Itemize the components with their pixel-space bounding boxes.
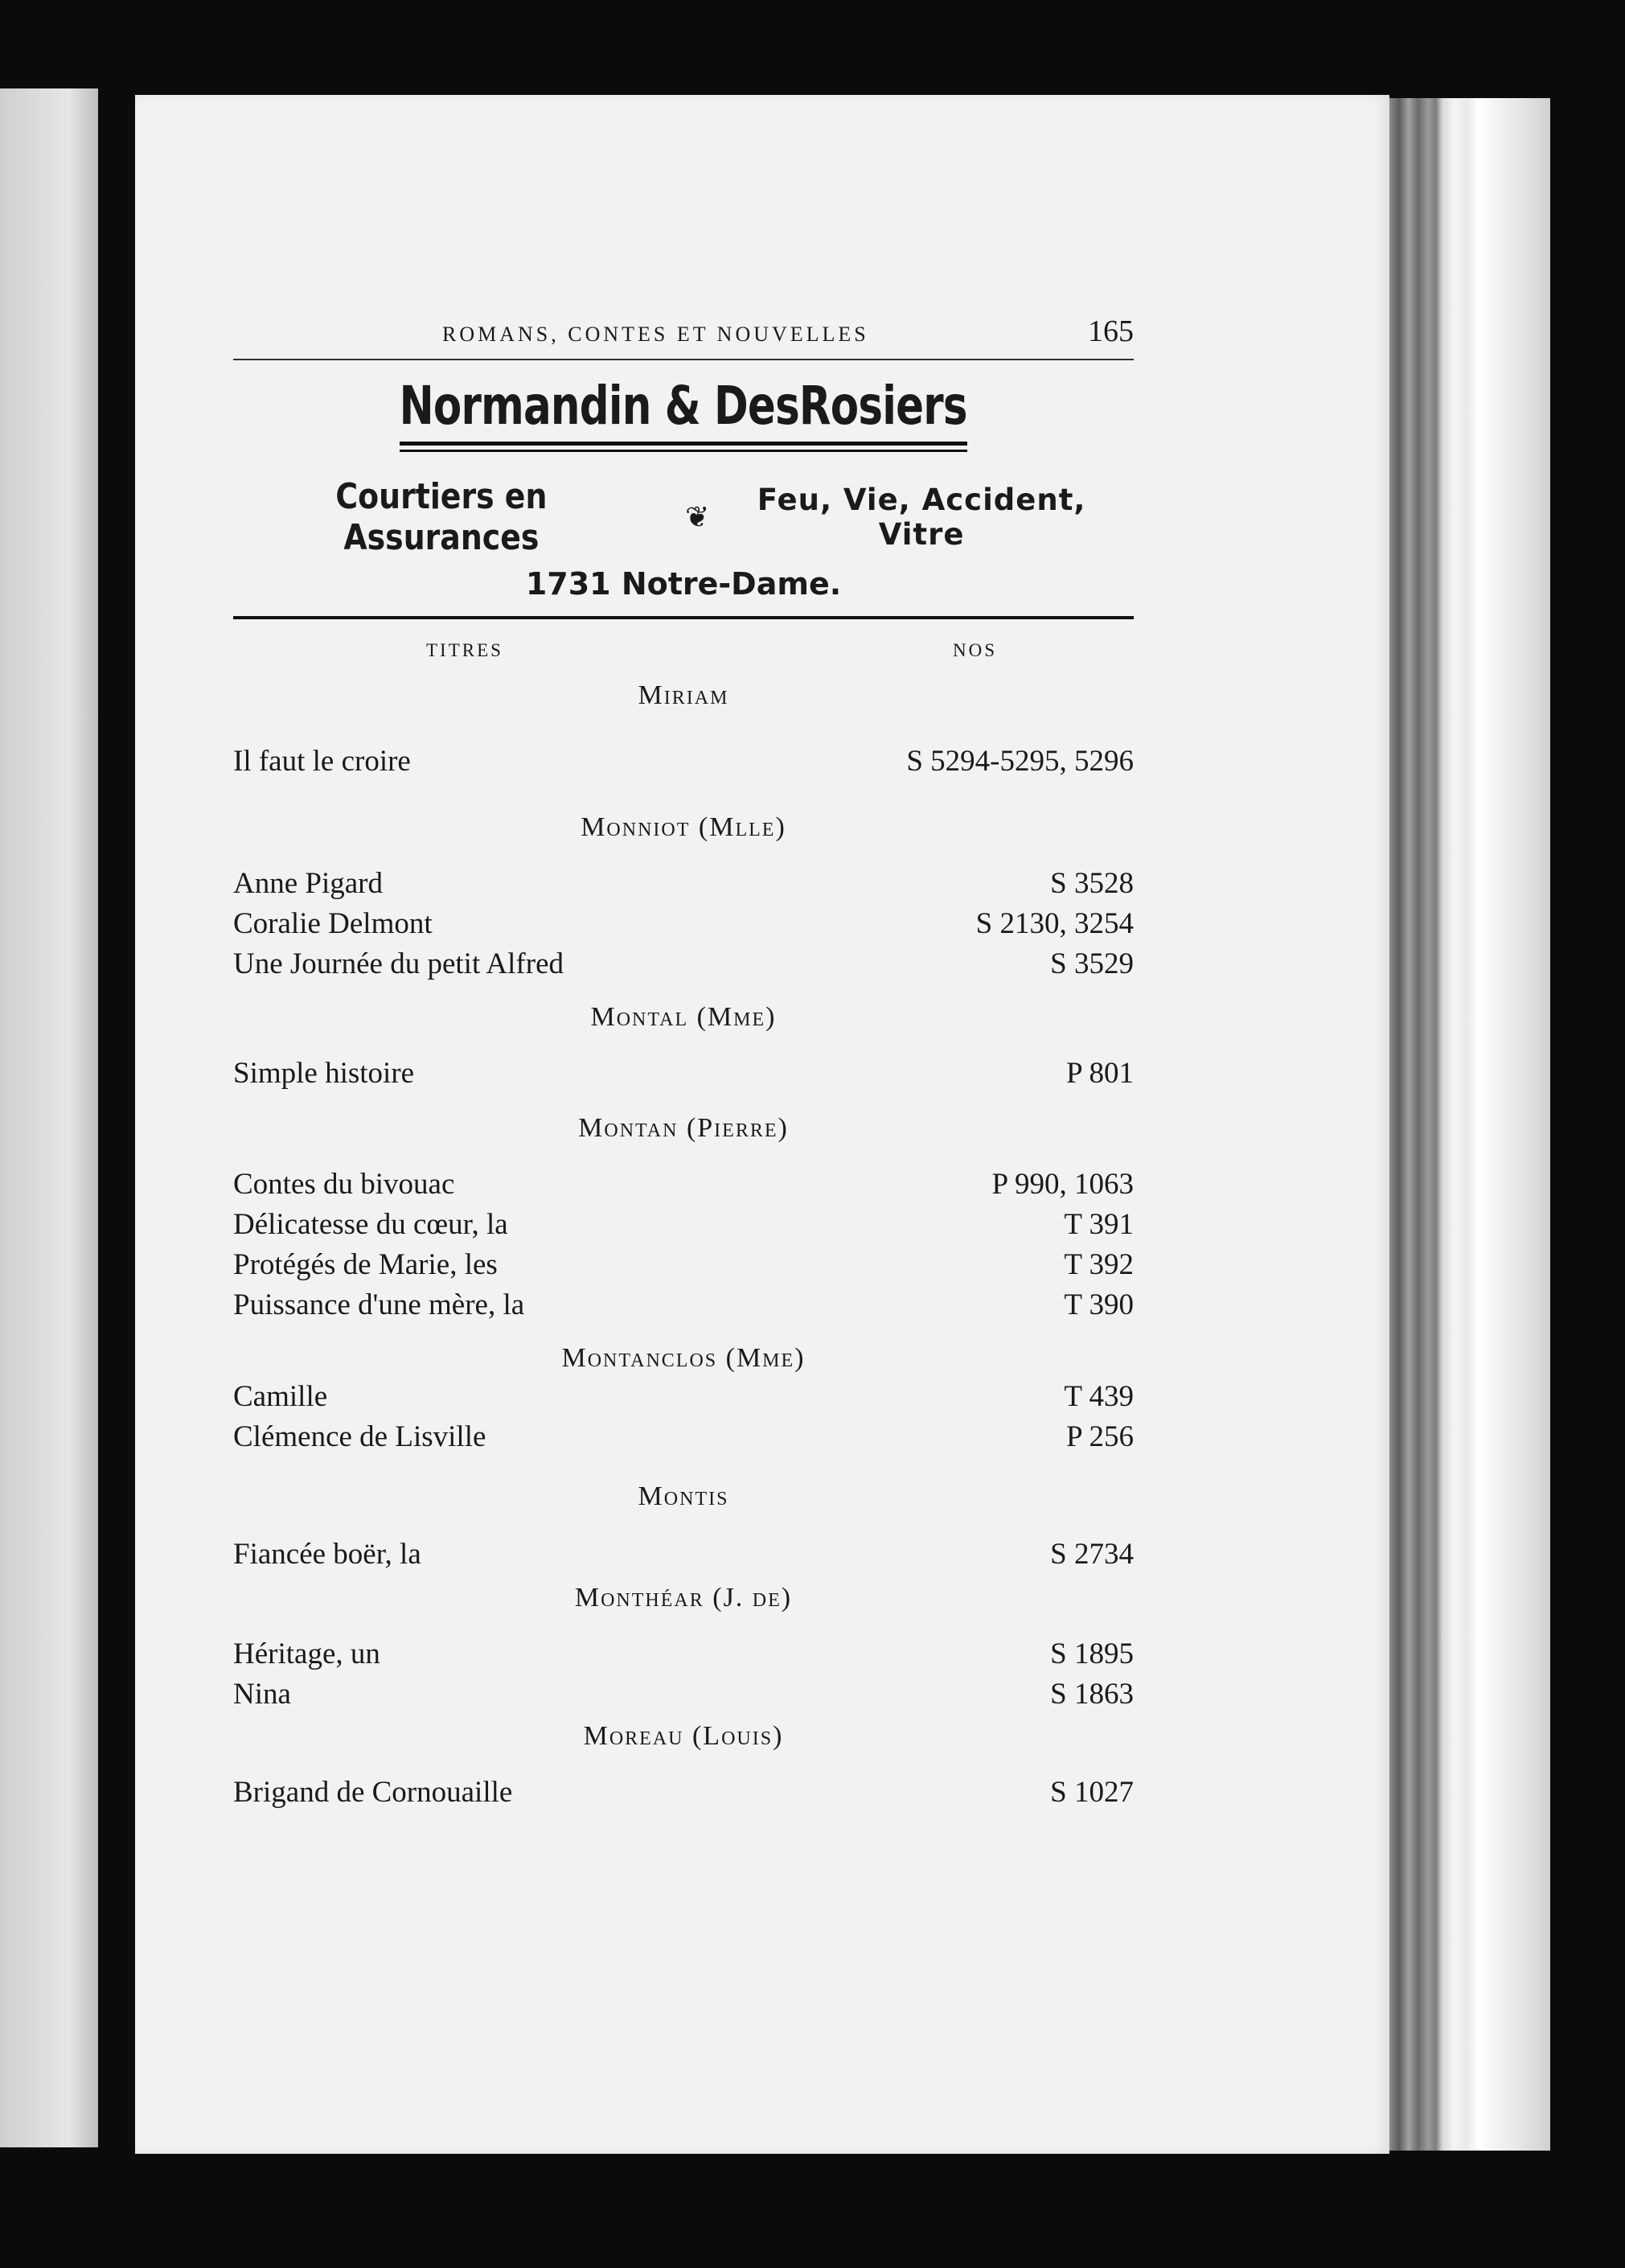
entry-number: T 391 bbox=[1064, 1208, 1134, 1241]
entry-number: S 2130, 3254 bbox=[975, 907, 1134, 940]
entry-number: S 2734 bbox=[1050, 1538, 1134, 1571]
list-item bbox=[233, 1417, 1134, 1457]
running-head bbox=[233, 314, 1134, 359]
titles-header: TITRES bbox=[426, 640, 503, 660]
ad-tagline-left: Courtiers en Assurances bbox=[335, 476, 548, 558]
entry-title: Il faut le croire bbox=[233, 745, 411, 778]
page-content bbox=[233, 314, 1134, 1813]
list-item bbox=[233, 944, 1134, 984]
entry-number: S 3529 bbox=[1050, 947, 1134, 980]
entry-title: Anne Pigard bbox=[233, 867, 383, 900]
author-heading: Miriam bbox=[638, 680, 729, 710]
list-item bbox=[233, 742, 1134, 782]
entry-title: Puissance d'une mère, la bbox=[233, 1288, 525, 1321]
author-heading: Monthéar (J. de) bbox=[574, 1583, 793, 1613]
advertisement bbox=[233, 360, 1134, 602]
entry-number: S 1027 bbox=[1050, 1776, 1134, 1809]
fleuron-icon: ❦ bbox=[685, 500, 710, 534]
entry-number: P 990, 1063 bbox=[991, 1168, 1134, 1201]
entry-number: S 5294-5295, 5296 bbox=[906, 745, 1134, 778]
entry-title: Contes du bivouac bbox=[233, 1168, 455, 1201]
ad-bottom-rule bbox=[233, 616, 1134, 619]
ad-firm-name: Normandin & DesRosiers bbox=[399, 375, 968, 437]
entry-number: T 439 bbox=[1064, 1380, 1134, 1413]
list-item bbox=[233, 904, 1134, 944]
column-headers bbox=[233, 640, 1134, 661]
entry-title: Coralie Delmont bbox=[233, 907, 433, 940]
ad-address: 1731 Notre-Dame. bbox=[525, 566, 842, 602]
entry-title: Brigand de Cornouaille bbox=[233, 1776, 513, 1809]
author-heading: Moreau (Louis) bbox=[583, 1721, 784, 1751]
section-title: ROMANS, CONTES ET NOUVELLES bbox=[442, 323, 869, 346]
entry-number: T 392 bbox=[1064, 1248, 1134, 1281]
list-item bbox=[233, 1245, 1134, 1285]
page-number: 165 bbox=[1088, 314, 1134, 348]
entry-title: Nina bbox=[233, 1678, 291, 1711]
list-item bbox=[233, 864, 1134, 904]
entry-title: Camille bbox=[233, 1380, 328, 1413]
list-item bbox=[233, 1165, 1134, 1205]
ad-double-rule bbox=[400, 442, 967, 452]
author-heading: Montis bbox=[638, 1481, 729, 1511]
list-item bbox=[233, 1054, 1134, 1094]
entry-title: Protégés de Marie, les bbox=[233, 1248, 498, 1281]
author-heading: Montan (Pierre) bbox=[578, 1113, 789, 1143]
ad-tagline-right: Feu, Vie, Accident, Vitre bbox=[757, 483, 1086, 552]
list-item bbox=[233, 1205, 1134, 1245]
list-item bbox=[233, 1674, 1134, 1715]
entry-title: Délicatesse du cœur, la bbox=[233, 1208, 508, 1241]
author-heading: Monniot (Mlle) bbox=[581, 812, 786, 842]
entry-number: P 801 bbox=[1066, 1057, 1134, 1090]
entry-number: S 3528 bbox=[1050, 867, 1134, 900]
author-heading: Montanclos (Mme) bbox=[561, 1343, 806, 1373]
entry-title: Simple histoire bbox=[233, 1057, 415, 1090]
entry-title: Une Journée du petit Alfred bbox=[233, 947, 564, 980]
entry-title: Fiancée boër, la bbox=[233, 1538, 421, 1571]
author-heading: Montal (Mme) bbox=[590, 1002, 777, 1032]
entry-number: S 1863 bbox=[1050, 1678, 1134, 1711]
entry-title: Héritage, un bbox=[233, 1637, 380, 1670]
list-item bbox=[233, 1377, 1134, 1417]
entry-title: Clémence de Lisville bbox=[233, 1420, 486, 1453]
facing-page-edge bbox=[0, 88, 98, 2147]
book-fore-edge bbox=[1389, 98, 1550, 2151]
ad-tagline bbox=[233, 476, 1134, 558]
list-item bbox=[233, 1773, 1134, 1813]
list-item bbox=[233, 1634, 1134, 1674]
entry-number: P 256 bbox=[1066, 1420, 1134, 1453]
numbers-header: NOS bbox=[952, 640, 997, 660]
entry-number: S 1895 bbox=[1050, 1637, 1134, 1670]
list-item bbox=[233, 1535, 1134, 1575]
list-item bbox=[233, 1285, 1134, 1325]
entry-number: T 390 bbox=[1064, 1288, 1134, 1321]
